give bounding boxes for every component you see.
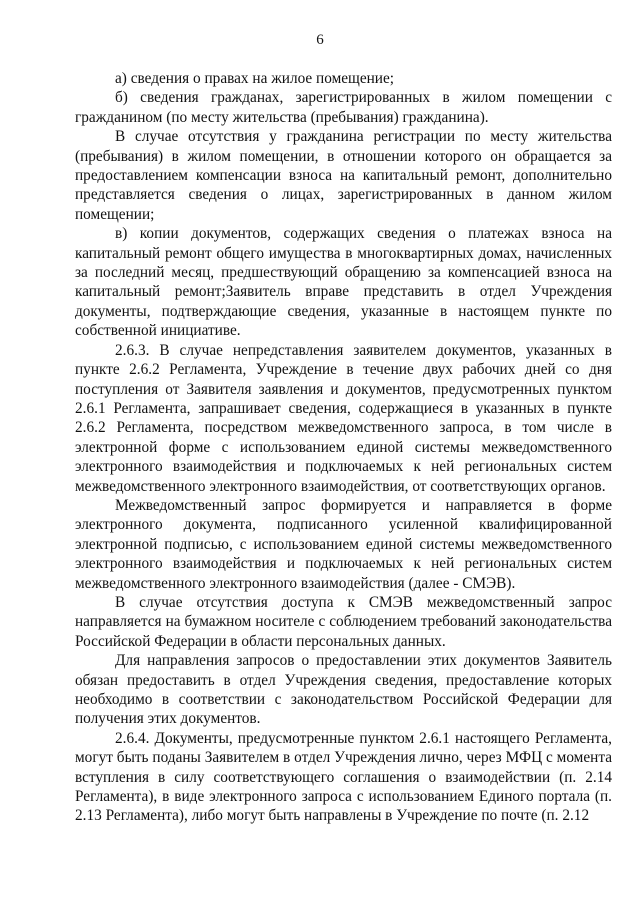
paragraph-item-a: а) сведения о правах на жилое помещение; — [115, 70, 395, 87]
page-number: 6 — [316, 32, 324, 48]
document-body — [75, 69, 612, 826]
paragraph-no-smev-access: В случае отсутствия доступа к СМЭВ межведомственный запрос направляется на бумажном носителе с соблюдением требований законодательства Российской Федерации в области персональных данных. — [75, 593, 612, 650]
paragraph-item-b: б) сведения гражданах, зарегистрированных в жилом помещении с гражданином (по месту жительства (пребывания) гражданина). — [75, 89, 612, 126]
paragraph-request-documents: Для направления запросов о предоставлении этих документов Заявитель обязан предоставить в отдел Учреждения сведения, предоставление которых необходимо в соответствии с законодательством Российской Федерации для получения этих документов. — [75, 652, 612, 728]
paragraph-item-v: в) копии документов, содержащих сведения о платежах взноса на капитальный ремонт общего имущества в многоквартирных домах, начисленных за последний месяц, предшествующий обращению за компенсацией взноса на капитальный ремонт;Заявитель вправе представить в отдел Учреждения документы, подтверждающие сведения, указанные в настоящем пункте по собственной инициативе. — [75, 225, 612, 340]
paragraph-2-6-4: 2.6.4. Документы, предусмотренные пунктом 2.6.1 настоящего Регламента, могут быть поданы Заявителем в отдел Учреждения лично, через МФЦ с момента вступления в силу соответствующего соглашения о взаимодействии (п. 2.14 Регламента), в виде электронного запроса с использованием Единого портала (п. 2.13 Регламента), либо могут быть направлены в Учреждение по почте (п. 2.12 — [75, 729, 612, 825]
paragraph-interagency-request: Межведомственный запрос формируется и направляется в форме электронного документа, подписанного усиленной квалифицированной электронной подписью, с использованием единой системы межведомственного электронного взаимодействия и подключаемых к ней региональных систем межведомственного электронного взаимодействия (далее - СМЭВ). — [75, 496, 612, 592]
paragraph-2-6-3: 2.6.3. В случае непредставления заявителем документов, указанных в пункте 2.6.2 Регламента, Учреждение в течение двух рабочих дней со дня поступления от Заявителя заявления и документов, предусмотренных пунктом 2.6.1 Регламента, запрашивает сведения, содержащиеся в указанных в пункте 2.6.2 Регламента, посредством межведомственного запроса, в том числе в электронной форме с использованием единой системы межведомственного электронного взаимодействия и подключаемых к ней региональных систем межведомственного электронного взаимодействия, от соответствующих органов. — [75, 341, 612, 495]
paragraph-no-registration: В случае отсутствия у гражданина регистрации по месту жительства (пребывания) в жилом помещении, в отношении которого он обращается за предоставлением компенсации взноса на капитальный ремонт, дополнительно представляется сведения о лицах, зарегистрированных в данном жилом помещении; — [75, 128, 612, 223]
